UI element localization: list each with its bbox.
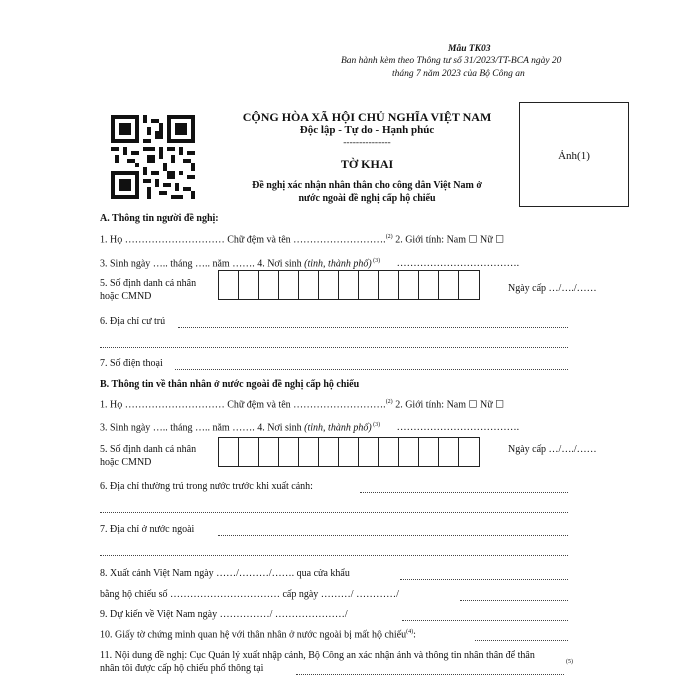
note-ref: (2) [385,234,393,240]
section-b-passport-line: bằng hộ chiếu số …………………………… cấp ngày ………/ …………/ [100,589,399,600]
section-b-relationship-proof [100,629,416,640]
note-ref: (4) [406,629,414,635]
section-b-id-label-2: hoặc CMND [100,457,152,468]
section-b-line-1 [100,399,504,410]
photo-label: Ảnh(1) [558,150,590,162]
birth-place-blank: ………………………………. [396,422,520,434]
photo-box [519,102,629,207]
section-a-heading: A. Thông tin người đề nghị: [100,213,219,224]
section-b-id-label-1: 5. Số định danh cá nhân [100,444,197,455]
name-field-label: 1. Họ ………………………… Chữ đệm và tên ………………………. [100,234,386,246]
qr-code-image [111,114,195,200]
section-b-permanent-address-label: 6. Địa chỉ thường trú trong nước trước khi xuất cảnh: [100,481,313,492]
relationship-proof-label: 10. Giấy tờ chứng minh quan hệ với thân nhân ở nước ngoài bị mất hộ chiếu [100,629,407,641]
note-ref: (3) [371,258,381,264]
section-b-id-number-boxes [218,437,480,467]
section-a-id-label-1: 5. Số định danh cá nhân [100,278,197,289]
section-b-line-3 [100,422,519,433]
note-ref: (2) [385,399,393,405]
dotted-line [100,554,568,556]
dotted-line [360,491,568,493]
birth-place-blank: ………………………………. [396,258,520,270]
form-code: Mẫu TK03 [448,44,491,54]
dotted-line [296,673,564,675]
name-field-label: 1. Họ ………………………… Chữ đệm và tên ………………………. [100,399,386,411]
section-b-heading: B. Thông tin về thân nhân ở nước ngoài đề nghị cấp hộ chiếu [100,379,360,390]
section-a-id-label-2: hoặc CMND [100,291,152,302]
gender-field: 2. Giới tính: Nam ☐ Nữ ☐ [392,399,505,411]
section-b-date-issued: Ngày cấp …/…./…… [508,444,597,455]
dotted-line [402,619,568,621]
section-b-request-line-1: 11. Nội dung đề nghị: Cục Quản lý xuất nhập cảnh, Bộ Công an xác nhận ảnh và thông tin nhân thân để thân [100,650,535,661]
note-ref: (5) [566,659,573,665]
section-b-request-line-2: nhân tôi được cấp hộ chiếu phổ thông tại [100,663,264,674]
section-a-id-number-boxes [218,270,480,300]
country-name: CỘNG HÒA XÃ HỘI CHỦ NGHĨA VIỆT NAM [242,110,492,124]
dotted-line [400,578,568,580]
dotted-line [100,346,568,348]
section-a-line-1 [100,234,504,245]
dotted-line [178,326,568,328]
form-subtitle-2: nước ngoài đề nghị cấp hộ chiếu [298,193,436,204]
birth-date-label: 3. Sinh ngày ….. tháng ….. năm ……. 4. Nơi sinh [100,422,305,434]
gender-field: 2. Giới tính: Nam ☐ Nữ ☐ [392,234,505,246]
section-a-residence-label: 6. Địa chỉ cư trú [100,316,166,327]
section-b-foreign-address-label: 7. Địa chỉ ở nước ngoài [100,524,195,535]
section-a-date-issued: Ngày cấp …/…./…… [508,283,597,294]
issued-line-2: tháng 7 năm 2023 của Bộ Công an [392,69,525,79]
national-motto: Độc lập - Tự do - Hạnh phúc [299,124,435,136]
birth-place-hint: (tỉnh, thành phố) [304,258,372,270]
form-title: TỜ KHAI [340,157,394,171]
birth-date-label: 3. Sinh ngày ….. tháng ….. năm ……. 4. Nơi sinh [100,258,305,270]
section-a-phone-label: 7. Số điện thoại [100,358,163,369]
section-b-return-date-line: 9. Dự kiến về Việt Nam ngày ……………/ …………………/ [100,609,348,620]
colon: : [413,629,416,641]
separator-line: --------------- [343,138,391,148]
section-a-line-3 [100,258,519,269]
note-ref: (3) [371,422,381,428]
birth-place-hint: (tỉnh, thành phố) [304,422,372,434]
dotted-line [175,368,568,370]
dotted-line [460,599,568,601]
section-b-exit-line: 8. Xuất cảnh Việt Nam ngày ……/………/……. qua cửa khẩu [100,568,350,579]
dotted-line [475,639,568,641]
issued-line-1: Ban hành kèm theo Thông tư số 31/2023/TT-BCA ngày 20 [341,56,562,66]
dotted-line [218,534,568,536]
dotted-line [100,511,568,513]
form-subtitle-1: Đề nghị xác nhận nhân thân cho công dân Việt Nam ở [252,180,482,191]
